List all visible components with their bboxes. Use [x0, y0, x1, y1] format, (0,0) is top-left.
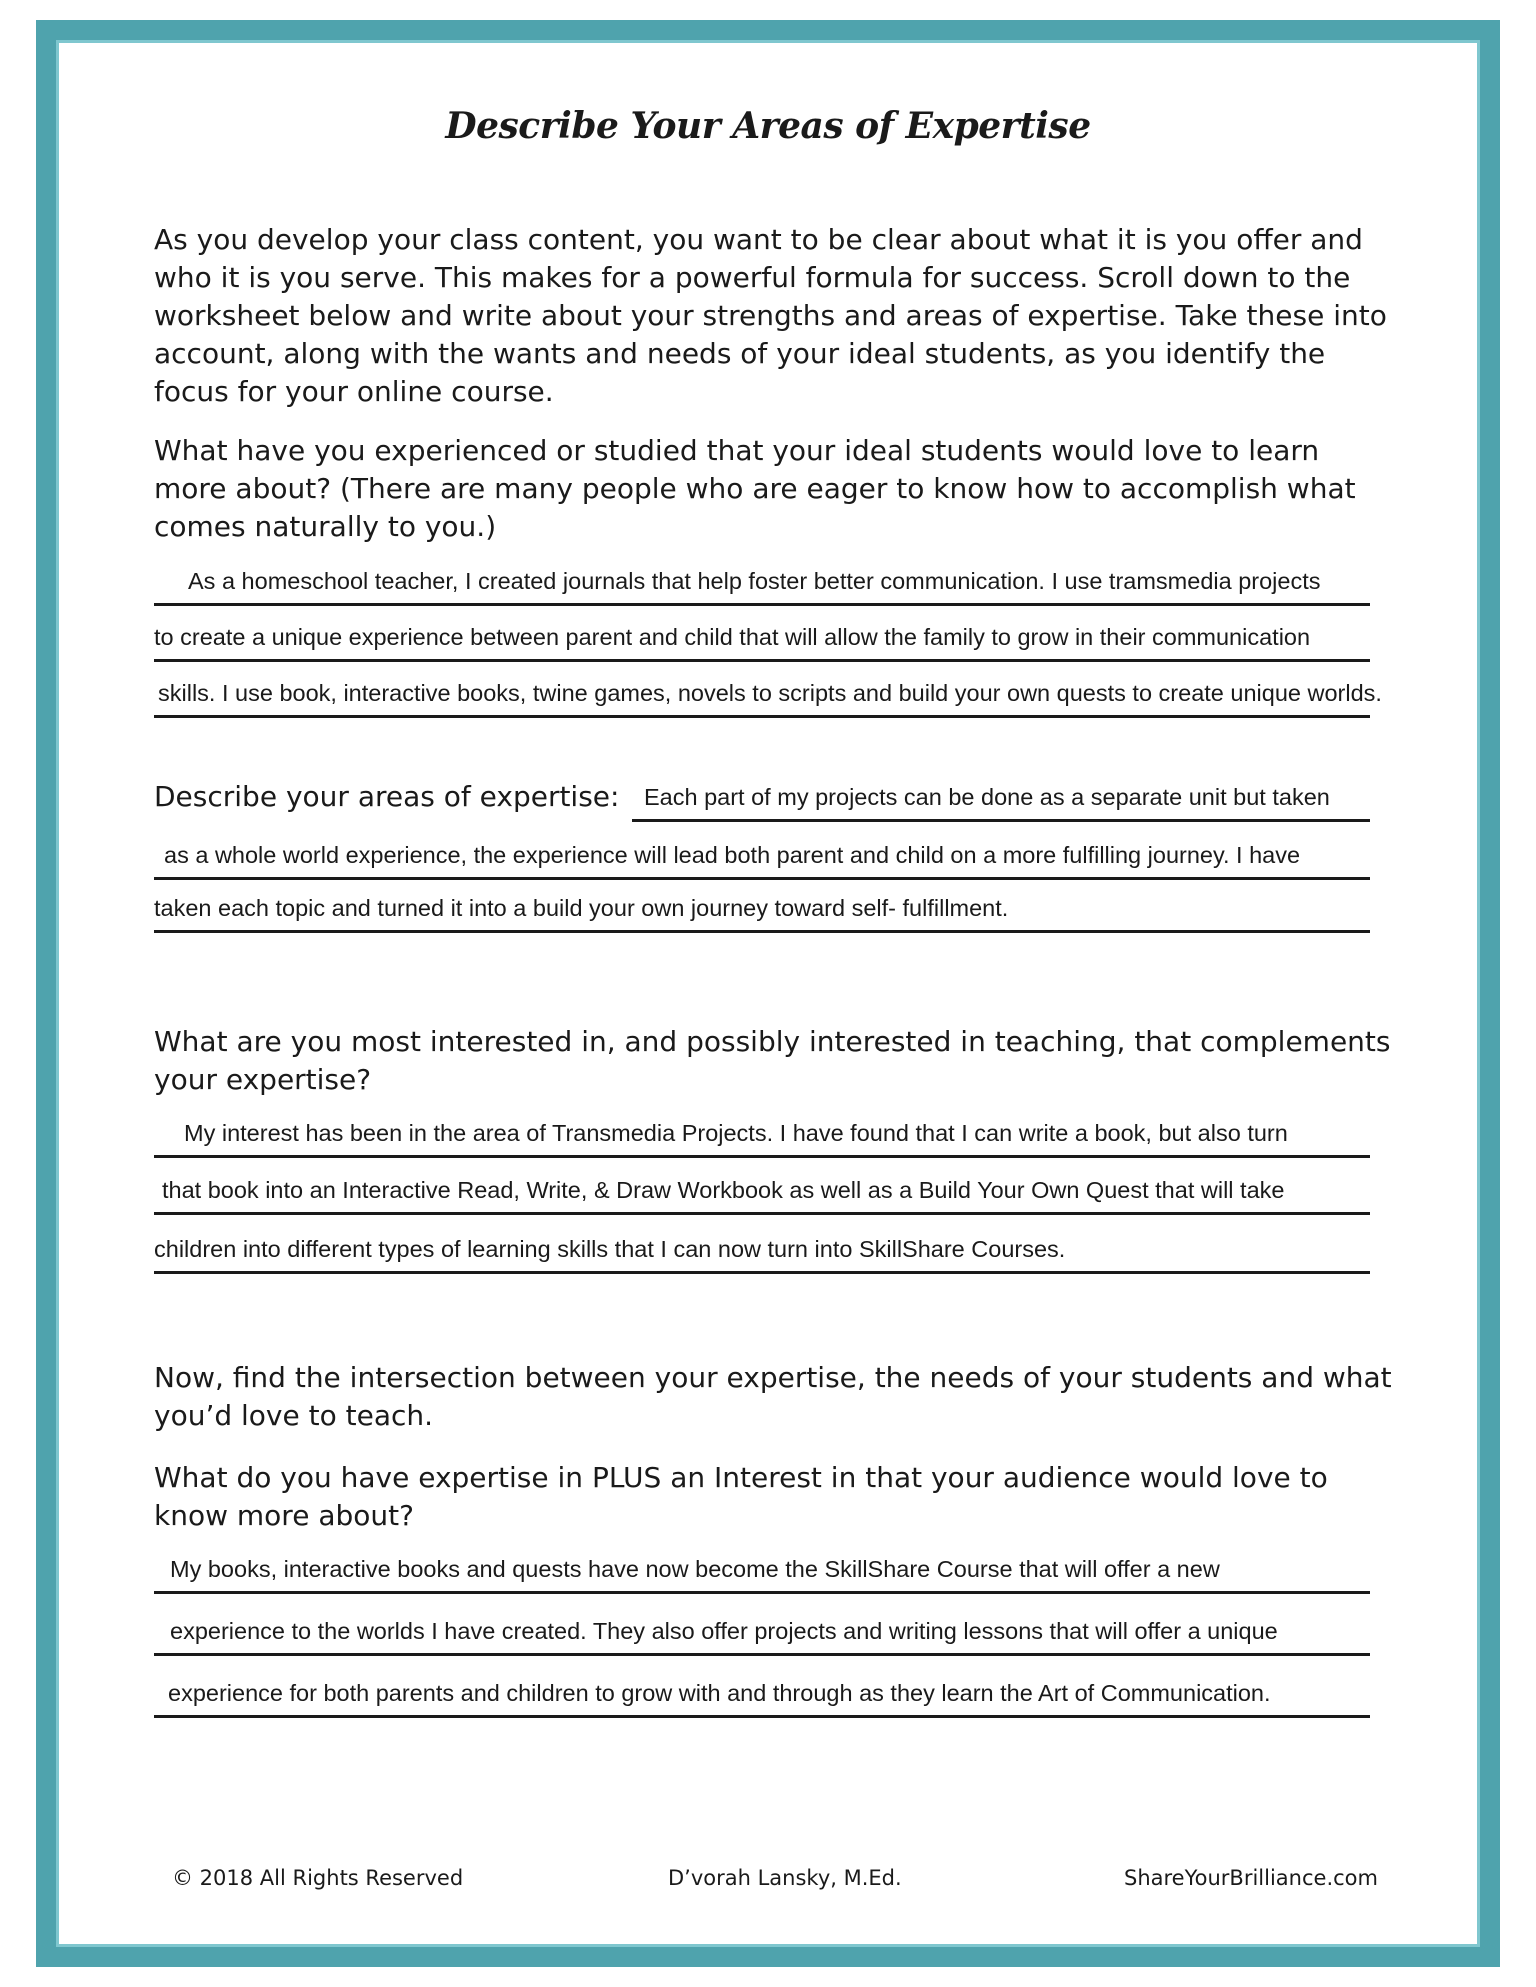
- question-1-answer-line-1[interactable]: As a homeschool teacher, I created journals that help foster better communication. I use tramsmedia projects: [154, 562, 1370, 606]
- footer-author: D’vorah Lansky, M.Ed.: [668, 1866, 902, 1890]
- question-3-answer-line-2[interactable]: that book into an Interactive Read, Write, & Draw Workbook as well as a Build Your Own Quest that will take: [154, 1171, 1370, 1215]
- question-3-answer-line-1[interactable]: My interest has been in the area of Transmedia Projects. I have found that I can write a book, but also turn: [154, 1114, 1370, 1158]
- question-2-answer-line-1[interactable]: Each part of my projects can be done as a separate unit but taken: [632, 778, 1370, 822]
- question-4-prompt: What do you have expertise in PLUS an Interest in that your audience would love to know more about?: [154, 1461, 1328, 1532]
- question-1-answer-line-2[interactable]: to create a unique experience between parent and child that will allow the family to grow in their communication: [154, 618, 1370, 662]
- page-title: Describe Your Areas of Expertise: [445, 105, 1091, 147]
- question-3-prompt: What are you most interested in, and possibly interested in teaching, that complements your expertise?: [154, 1025, 1391, 1096]
- question-2-prompt: Describe your areas of expertise:: [154, 780, 620, 813]
- question-2-answer-line-2[interactable]: as a whole world experience, the experience will lead both parent and child on a more fulfilling journey. I have: [154, 836, 1370, 880]
- intersection-paragraph: Now, find the intersection between your expertise, the needs of your students and what you’d love to teach.: [154, 1361, 1392, 1432]
- question-1-answer-line-3[interactable]: skills. I use book, interactive books, twine games, novels to scripts and build your own quests to create unique worlds.: [154, 674, 1370, 718]
- intro-paragraph: As you develop your class content, you want to be clear about what it is you offer and who it is you serve. This makes for a powerful formula for success. Scroll down to the worksheet below and write about your strengths and areas of expertise. Take these into account, along with the wants and needs of your ideal students, as you identify the focus for your online course.: [154, 223, 1387, 408]
- question-4-answer-line-2[interactable]: experience to the worlds I have created. They also offer projects and writing lessons that will offer a unique: [154, 1612, 1370, 1656]
- question-2-answer-line-3[interactable]: taken each topic and turned it into a build your own journey toward self- fulfillment.: [154, 889, 1370, 933]
- footer-copyright: © 2018 All Rights Reserved: [172, 1866, 464, 1890]
- question-4-answer-line-1[interactable]: My books, interactive books and quests have now become the SkillShare Course that will offer a new: [154, 1550, 1370, 1594]
- question-3-answer-line-3[interactable]: children into different types of learning skills that I can now turn into SkillShare Courses.: [154, 1230, 1370, 1274]
- question-1-prompt: What have you experienced or studied that your ideal students would love to learn more about? (There are many people who are eager to know how to accomplish what comes naturally to you.): [154, 434, 1356, 543]
- footer-website-link[interactable]: ShareYourBrilliance.com: [1124, 1866, 1378, 1890]
- question-4-answer-line-3[interactable]: experience for both parents and children to grow with and through as they learn the Art of Communication.: [154, 1674, 1370, 1718]
